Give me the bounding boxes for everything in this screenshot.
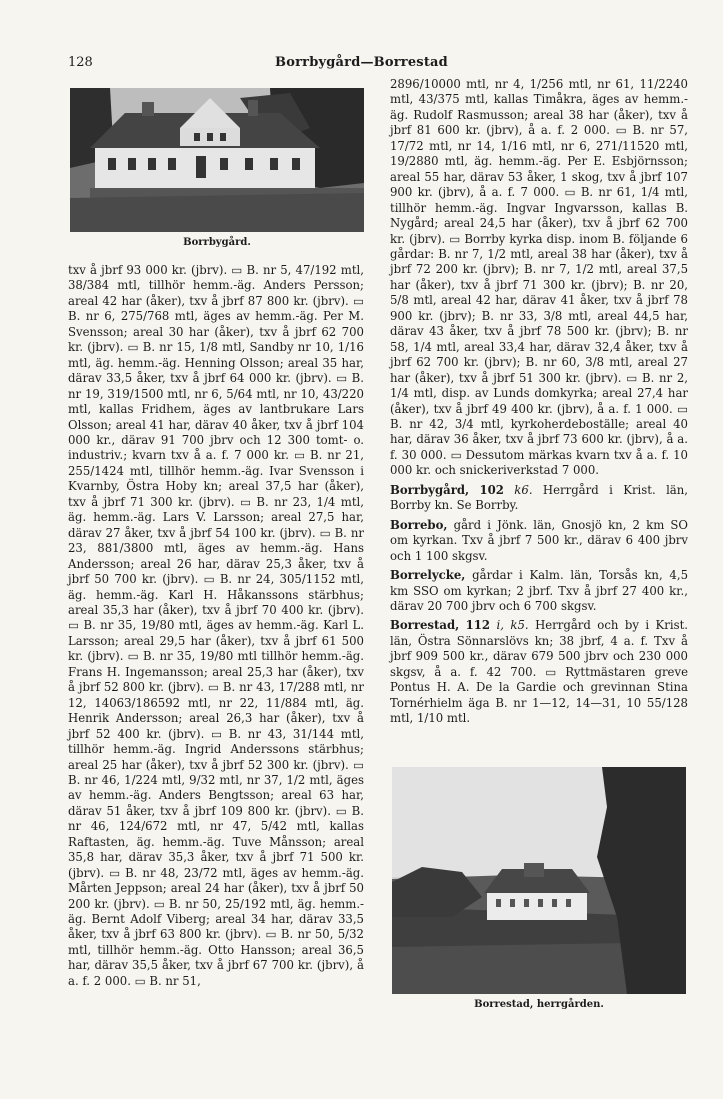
running-title: Borrbygård—Borrestad bbox=[275, 55, 448, 70]
entry-headword: Borrebo, bbox=[390, 517, 448, 532]
photo-borrestad bbox=[392, 767, 686, 994]
text-column-right bbox=[390, 77, 688, 727]
entry-ref-italic: k6. bbox=[514, 482, 533, 497]
entry bbox=[390, 518, 688, 564]
entry-ref: 112 bbox=[465, 618, 491, 633]
entry-text: gårdar i Kalm. län, Torsås kn, 4,5 km SSO om kyrkan; 2 jbrf. Txv å jbrf 27 400 kr., därav 20 700 jbrv och 6 700 skgsv. bbox=[390, 568, 688, 613]
entry-ref-italic: i, k5. bbox=[496, 618, 529, 633]
photo-borrbygard bbox=[70, 88, 364, 232]
entry-headword: Borrelycke, bbox=[390, 568, 466, 583]
text-column-left bbox=[68, 263, 364, 989]
page-number: 128 bbox=[68, 55, 93, 70]
entry-text: Herrgård i Krist. län, Borrby kn. Se Borrby. bbox=[390, 482, 689, 513]
page-header bbox=[0, 55, 723, 71]
body-text-continuation: 2896/10000 mtl, nr 4, 1/256 mtl, nr 61, 11/2240 mtl, 43/375 mtl, kallas Timåkra, äges av hemm.-äg. Rudolf Rasmusson; areal 38 har (åker), txv å jbrf 81 600 kr. (jbrv), å a. f. 2 000. ▭ B. nr 57, 17/72 mtl, nr 14, 1/16 mtl, nr 6, 271/11520 mtl, 19/2880 mtl, äg. hemm.-äg. Per E. Esbjörnsson; areal 55 har, därav 53 åker, 1 skog, txv å jbrf 107 900 kr. (jbrv), å a. f. 7 000. ▭ B. nr 61, 1/4 mtl, tillhör hemm.-äg. Ingvar Ingvarsson, kallas B. Nygård; areal 24,5 har (åker), txv å jbrf 62 700 kr. (jbrv). ▭ Borrby kyrka disp. inom B. följande 6 gårdar: B. nr 7, 1/2 mtl, areal 38 har (åker), txv å jbrf 72 200 kr. (jbrv); B. nr 7, 1/2 mtl, areal 37,5 har (åker), txv å jbrf 71 300 kr. (jbrv); B. nr 20, 5/8 mtl, areal 42 har, därav 41 åker, txv å jbrf 78 900 kr. (jbrv); B. nr 33, 3/8 mtl, areal 44,5 har, därav 43 åker, txv å jbrf 78 500 kr. (jbrv); B. nr 58, 1/4 mtl, areal 33,4 har, därav 32,4 åker, txv å jbrf 62 700 kr. (jbrv); B. nr 60, 3/8 mtl, areal 27 har (åker), txv å jbrf 51 300 kr. (jbrv). ▭ B. nr 2, 1/4 mtl, disp. av Lunds domkyrka; areal 27,4 har (åker), txv å jbrf 49 400 kr. (jbrv), å a. f. 1 000. ▭ B. nr 42, 3/4 mtl, kyrkoherdeboställe; areal 40 har, därav 36 åker, txv å jbrf 73 600 kr. (jbrv), å a. f. 30 000. ▭ Dessutom märkas kvarn txv å a. f. 10 000 kr. och snickeriverkstad 7 000. bbox=[390, 77, 688, 478]
entry-headword: Borrestad, bbox=[390, 618, 460, 633]
body-text: txv å jbrf 93 000 kr. (jbrv). ▭ B. nr 5, 47/192 mtl, 38/384 mtl, tillhör hemm.-äg. Anders Persson; areal 42 har (åker), txv å jbrf 87 800 kr. (jbrv). ▭ B. nr 6, 275/768 mtl, äges av hemm.-äg. Per M. Svensson; areal 30 har (åker), txv å jbrf 62 700 kr. (jbrv). ▭ B. nr 15, 1/8 mtl, Sandby nr 10, 1/16 mtl, äg. hemm.-äg. Henning Olsson; areal 35 har, därav 33,5 åker, txv å jbrf 64 000 kr. (jbrv). ▭ B. nr 19, 319/1500 mtl, nr 6, 5/64 mtl, nr 10, 43/220 mtl, kallas Fridhem, äges av lantbrukare Lars Olsson; areal 41 har, därav 40 åker, txv å jbrf 104 000 kr., därav 91 700 jbrv och 12 300 tomt- o. industriv.; kvarn txv å a. f. 7 000 kr. ▭ B. nr 21, 255/1424 mtl, tillhör hemm.-äg. Ivar Svensson i Kvarnby, Östra Hoby kn; areal 37,5 har (åker), txv å jbrf 71 300 kr. (jbrv). ▭ B. nr 23, 1/4 mtl, äg. hemm.-äg. Lars V. Larsson; areal 27,5 har, därav 27 åker, txv å jbrf 54 100 kr. (jbrv). ▭ B. nr 23, 881/3800 mtl, äges av hemm.-äg. Hans Andersson; areal 26 har, därav 25,3 åker, txv å jbrf 50 700 kr. (jbrv). ▭ B. nr 24, 305/1152 mtl, äg. hemm.-äg. Karl H. Håkanssons stärbhus; areal 35,3 har (åker), txv å jbrf 70 400 kr. (jbrv). ▭ B. nr 35, 19/80 mtl, äges av hemm.-äg. Karl L. Larsson; areal 29,5 har (åker), txv å jbrf 61 500 kr. (jbrv). ▭ B. nr 35, 19/80 mtl tillhör hemm.-äg. Frans H. Ingemansson; areal 25,3 har (åker), txv å jbrf 52 800 kr. (jbrv). ▭ B. nr 43, 17/288 mtl, nr 12, 14063/186592 mtl, nr 22, 11/884 mtl, äg. Henrik Andersson; areal 26,3 har (åker), txv å jbrf 52 400 kr. (jbrv). ▭ B. nr 43, 31/144 mtl, tillhör hemm.-äg. Ingrid Anderssons stärbhus; areal 25 har (åker), txv å jbrf 52 300 kr. (jbrv). ▭ B. nr 46, 1/224 mtl, 9/32 mtl, nr 37, 1/2 mtl, äges av hemm.-äg. Anders Bengtsson; areal 63 har, därav 51 åker, txv å jbrf 109 800 kr. (jbrv). ▭ B. nr 46, 124/672 mtl, nr 47, 5/42 mtl, kallas Raftasten, äg. hemm.-äg. Tuve Månsson; areal 35,8 har, därav 35,3 åker, txv å jbrf 71 500 kr. (jbrv). ▭ B. nr 48, 23/72 mtl, äges av hemm.-äg. Mårten Jeppson; areal 24 har (åker), txv å jbrf 50 200 kr. (jbrv). ▭ B. nr 50, 25/192 mtl, äg. hemm.-äg. Bernt Adolf Viberg; areal 34 har, därav 33,5 åker, txv å jbrf 63 800 kr. (jbrv). ▭ B. nr 50, 5/32 mtl, tillhör hemm.-äg. Otto Hansson; areal 36,5 har, därav 35,5 åker, txv å jbrf 67 700 kr. (jbrv), å a. f. 2 000. ▭ B. nr 51, bbox=[68, 263, 364, 988]
entry bbox=[390, 568, 688, 614]
entry-text: Herrgård och by i Krist. län, Östra Sönnarslövs kn; 38 jbrf, 4 a. f. Txv å jbrf 909 500 kr., därav 679 500 jbrv och 230 000 skgsv, å a. f. 42 700. ▭ Ryttmästaren greve Pontus H. A. De la Gardie och grevinnan Stina Tornérhielm äga B. nr 1—12, 14—31, 10 55/128 mtl, 1/10 mtl. bbox=[390, 618, 688, 726]
entry bbox=[390, 618, 688, 726]
entry-ref: 102 bbox=[479, 482, 504, 497]
photo-caption: Borrbygård. bbox=[183, 237, 251, 248]
photo-caption: Borrestad, herrgården. bbox=[474, 999, 604, 1010]
entry bbox=[390, 483, 688, 514]
entry-headword: Borrbygård, bbox=[390, 482, 470, 497]
entry-text: gård i Jönk. län, Gnosjö kn, 2 km SO om kyrkan. Txv å jbrf 7 500 kr., därav 6 400 jbrv och 1 100 skgsv. bbox=[390, 517, 688, 563]
